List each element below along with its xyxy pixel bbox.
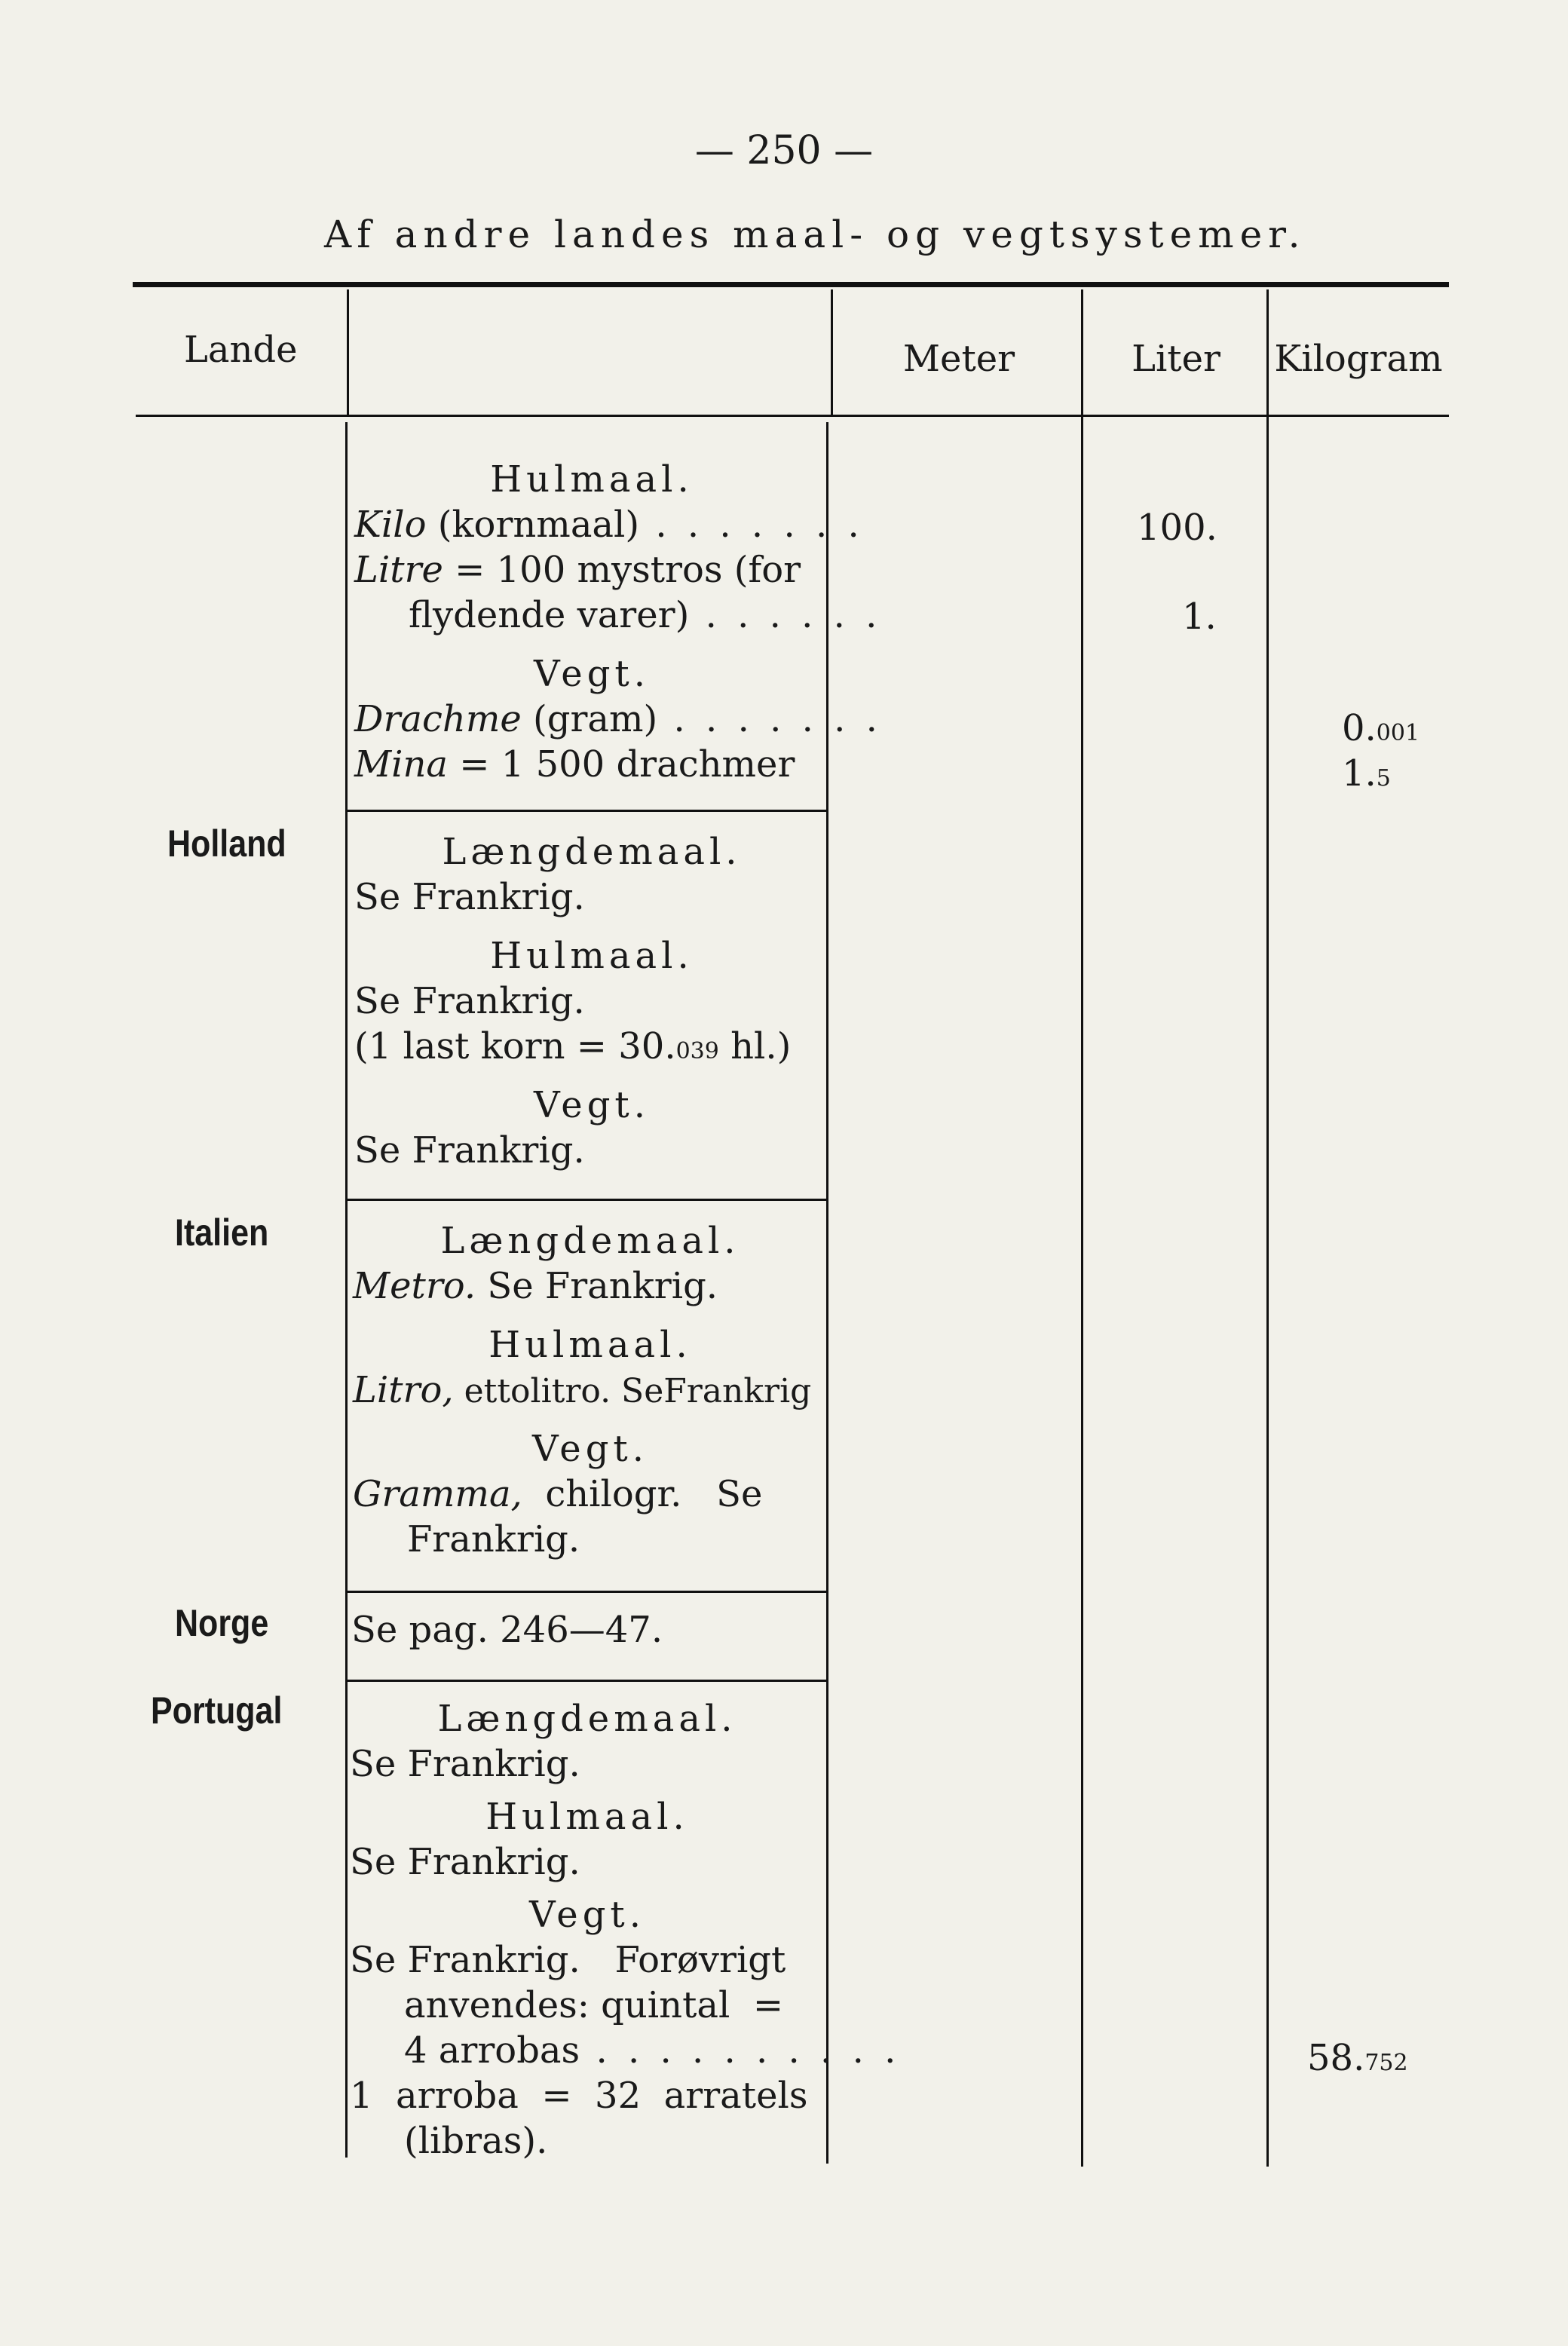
section-norge: [351, 1607, 826, 1652]
divider-norge: [347, 1591, 826, 1593]
hulmaal-heading: Hulmaal.: [490, 458, 694, 501]
country-italien: Italien: [175, 1211, 269, 1254]
divider-italien: [347, 1199, 826, 1201]
kilo-dots: . . . . . . .: [639, 504, 864, 546]
drachme-dots: . . . . . . .: [657, 698, 882, 740]
country-portugal: Portugal: [151, 1689, 283, 1732]
litre-cont: flydende varer): [409, 594, 690, 636]
gramma-term: Gramma,: [353, 1473, 522, 1515]
col-line-meter: [1081, 289, 1083, 2167]
section-italien: [353, 1218, 828, 1562]
header-kilogram: Kilogram: [1274, 338, 1443, 380]
kg-drachme-main: 0.: [1342, 707, 1377, 749]
portugal-vegt-line3-row: [350, 2028, 901, 2073]
holland-last-decimal: 039: [675, 1038, 719, 1064]
litro-term: Litro,: [353, 1369, 454, 1411]
drachme-term: Drachme: [354, 698, 522, 740]
holland-hulmaal-heading: Hulmaal.: [490, 935, 694, 977]
holland-hulmaal-ref: Se Frankrig.: [354, 980, 585, 1022]
kilo-desc: (kornmaal): [426, 504, 640, 546]
top-rule: [133, 282, 1449, 287]
vegt-heading: Vegt.: [534, 653, 650, 695]
mina-row: [354, 742, 829, 787]
kg-drachme-decimal: 001: [1376, 720, 1420, 746]
kg-mina-main: 1.: [1342, 752, 1377, 795]
litre-row: [354, 547, 829, 593]
kg-value-mina: [1342, 752, 1391, 795]
italien-vegt-heading: Vegt.: [532, 1428, 648, 1470]
col-line-lande-body: [345, 422, 348, 2158]
litre-desc: = 100 mystros (for: [443, 549, 801, 591]
header-lande: Lande: [184, 329, 298, 371]
divider-holland: [347, 810, 826, 812]
italien-litro-row: [353, 1367, 828, 1413]
col-line-desc: [831, 289, 833, 416]
portugal-laengde-heading: Længdemaal.: [437, 1698, 737, 1740]
italien-gramma-row: [353, 1472, 828, 1517]
holland-last-pre: (1 last korn = 30.: [354, 1025, 676, 1067]
holland-vegt-ref: Se Frankrig.: [354, 1129, 585, 1171]
metro-term: Metro.: [353, 1265, 476, 1307]
kg-quintal-decimal: 752: [1364, 2050, 1408, 2076]
header-liter: Liter: [1132, 338, 1220, 380]
norge-ref: Se pag. 246—47.: [351, 1609, 663, 1651]
section-portugal: [350, 1696, 901, 2164]
portugal-vegt-line1: Se Frankrig. Forøvrigt: [350, 1939, 786, 1981]
col-line-liter: [1266, 289, 1269, 2167]
page-title: Af andre landes maal- og vegtsystemer.: [324, 213, 1306, 256]
italien-metro-row: [353, 1263, 828, 1309]
header-meter: Meter: [902, 338, 1015, 380]
portugal-hulmaal-heading: Hulmaal.: [485, 1796, 689, 1838]
litre-term: Litre: [354, 549, 443, 591]
metro-desc: Se Frankrig.: [476, 1265, 718, 1307]
kg-value-drachme: [1342, 707, 1419, 749]
kilo-row: [354, 502, 864, 547]
gramma-desc: chilogr. Se: [522, 1473, 763, 1515]
holland-laengde-ref: Se Frankrig.: [354, 876, 585, 918]
portugal-laengde-ref: Se Frankrig.: [350, 1743, 580, 1785]
litre-dots: . . . . . .: [689, 594, 882, 636]
divider-portugal: [347, 1680, 826, 1682]
mina-desc: = 1 500 drachmer: [448, 743, 795, 786]
portugal-arroba-line2: (libras).: [404, 2120, 548, 2162]
kg-quintal-main: 58.: [1307, 2037, 1365, 2079]
litre-cont-row: [354, 593, 882, 638]
litro-desc: ettolitro. SeFrankrig: [453, 1372, 812, 1410]
section-first: [354, 457, 882, 787]
liter-value-litre: 1.: [1182, 596, 1217, 638]
holland-vegt-heading: Vegt.: [534, 1084, 650, 1126]
kg-value-quintal: [1307, 2037, 1408, 2079]
mina-term: Mina: [354, 743, 449, 786]
kilo-term: Kilo: [354, 504, 427, 546]
portugal-vegt-line3: 4 arrobas: [404, 2029, 580, 2072]
liter-value-kilo: 100.: [1137, 507, 1217, 549]
italien-hulmaal-heading: Hulmaal.: [488, 1324, 692, 1366]
italien-gramma-cont: Frankrig.: [407, 1518, 580, 1560]
holland-last-row: [354, 1024, 829, 1069]
portugal-vegt-dots: . . . . . . . . . .: [580, 2029, 901, 2072]
portugal-vegt-line2: anvendes: quintal =: [404, 1984, 784, 2026]
country-holland: Holland: [167, 822, 286, 865]
holland-last-post: hl.): [718, 1025, 792, 1067]
col-line-lande: [347, 289, 349, 416]
italien-laengde-heading: Længdemaal.: [440, 1220, 740, 1262]
header-rule: [136, 415, 1449, 417]
portugal-vegt-heading: Vegt.: [529, 1894, 645, 1936]
country-norge: Norge: [175, 1602, 269, 1644]
drachme-row: [354, 697, 882, 742]
kg-mina-decimal: 5: [1376, 765, 1391, 792]
portugal-arroba-line1: 1 arroba = 32 arratels: [350, 2075, 808, 2117]
page-number: — 250 —: [694, 128, 874, 173]
portugal-hulmaal-ref: Se Frankrig.: [350, 1841, 580, 1883]
holland-laengde-heading: Længdemaal.: [442, 831, 742, 873]
section-holland: [354, 829, 829, 1173]
drachme-desc: (gram): [521, 698, 658, 740]
